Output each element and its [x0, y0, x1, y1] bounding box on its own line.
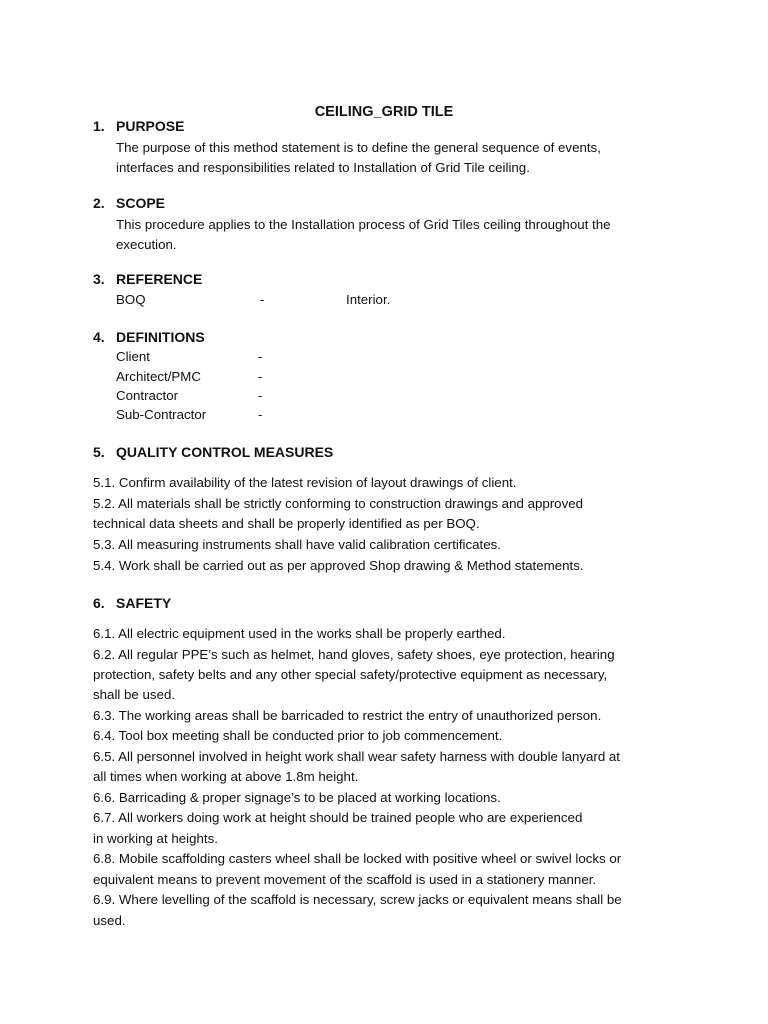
safety-line: all times when working at above 1.8m height.: [93, 769, 359, 784]
quality-line: 5.1. Confirm availability of the latest revision of layout drawings of client.: [93, 475, 517, 490]
document-title: CEILING_GRID TILE: [314, 104, 454, 120]
safety-line: shall be used.: [93, 687, 176, 702]
section-number: 2.: [93, 195, 105, 211]
reference-value: Interior.: [346, 292, 391, 307]
safety-line: 6.8. Mobile scaffolding casters wheel shall be locked with positive wheel or swivel locks or: [93, 851, 622, 866]
definition-term: Contractor: [116, 388, 179, 403]
definition-term: Architect/PMC: [116, 369, 201, 384]
section-title: PURPOSE: [116, 118, 185, 134]
safety-line: 6.6. Barricading & proper signage’s to be placed at working locations.: [93, 790, 501, 805]
quality-line: 5.3. All measuring instruments shall have valid calibration certificates.: [93, 537, 501, 552]
safety-line: 6.3. The working areas shall be barricaded to restrict the entry of unauthorized person.: [93, 708, 602, 723]
safety-line: equivalent means to prevent movement of the scaffold is used in a stationery manner.: [93, 872, 597, 887]
safety-line: used.: [93, 913, 126, 928]
quality-line: 5.4. Work shall be carried out as per approved Shop drawing & Method statements.: [93, 558, 584, 573]
definition-dash: -: [258, 369, 263, 384]
quality-line: 5.2. All materials shall be strictly conforming to construction drawings and approved: [93, 496, 584, 511]
section-title: QUALITY CONTROL MEASURES: [116, 444, 334, 460]
section-heading-definitions: [93, 329, 205, 345]
section-title: SAFETY: [116, 595, 172, 611]
section-heading-quality-control: [93, 444, 333, 460]
definition-term: Client: [116, 349, 150, 364]
definition-dash: -: [258, 407, 263, 422]
purpose-paragraph: The purpose of this method statement is to define the general sequence of events, interfaces and responsibilities related to Installation of Grid Tile ceiling.: [116, 140, 601, 175]
section-title: DEFINITIONS: [116, 329, 205, 345]
definition-dash: -: [258, 349, 263, 364]
safety-line: 6.9. Where levelling of the scaffold is necessary, screw jacks or equivalent means shall be: [93, 892, 622, 907]
section-heading-purpose: [93, 118, 184, 134]
section-heading-safety: [93, 595, 171, 611]
safety-line: in working at heights.: [93, 831, 218, 846]
reference-term: BOQ: [116, 292, 146, 307]
safety-line: 6.4. Tool box meeting shall be conducted prior to job commencement.: [93, 728, 503, 743]
section-heading-scope: [93, 195, 165, 211]
safety-line: 6.2. All regular PPE’s such as helmet, hand gloves, safety shoes, eye protection, hearing: [93, 647, 615, 662]
section-heading-reference: [93, 271, 202, 287]
safety-line: 6.7. All workers doing work at height should be trained people who are experienced: [93, 810, 583, 825]
safety-line: 6.5. All personnel involved in height work shall wear safety harness with double lanyard at: [93, 749, 621, 764]
section-title: REFERENCE: [116, 271, 203, 287]
definition-dash: -: [258, 388, 263, 403]
quality-line: technical data sheets and shall be properly identified as per BOQ.: [93, 516, 480, 531]
section-number: 4.: [93, 329, 105, 345]
definition-term: Sub-Contractor: [116, 407, 207, 422]
reference-dash: -: [260, 292, 265, 307]
section-number: 5.: [93, 444, 105, 460]
section-number: 3.: [93, 271, 105, 287]
safety-line: protection, safety belts and any other special safety/protective equipment as necessary,: [93, 667, 608, 682]
scope-paragraph: This procedure applies to the Installation process of Grid Tiles ceiling throughout the execution.: [116, 217, 611, 252]
section-number: 6.: [93, 595, 105, 611]
section-title: SCOPE: [116, 195, 166, 211]
safety-line: 6.1. All electric equipment used in the works shall be properly earthed.: [93, 626, 506, 641]
section-number: 1.: [93, 118, 105, 134]
